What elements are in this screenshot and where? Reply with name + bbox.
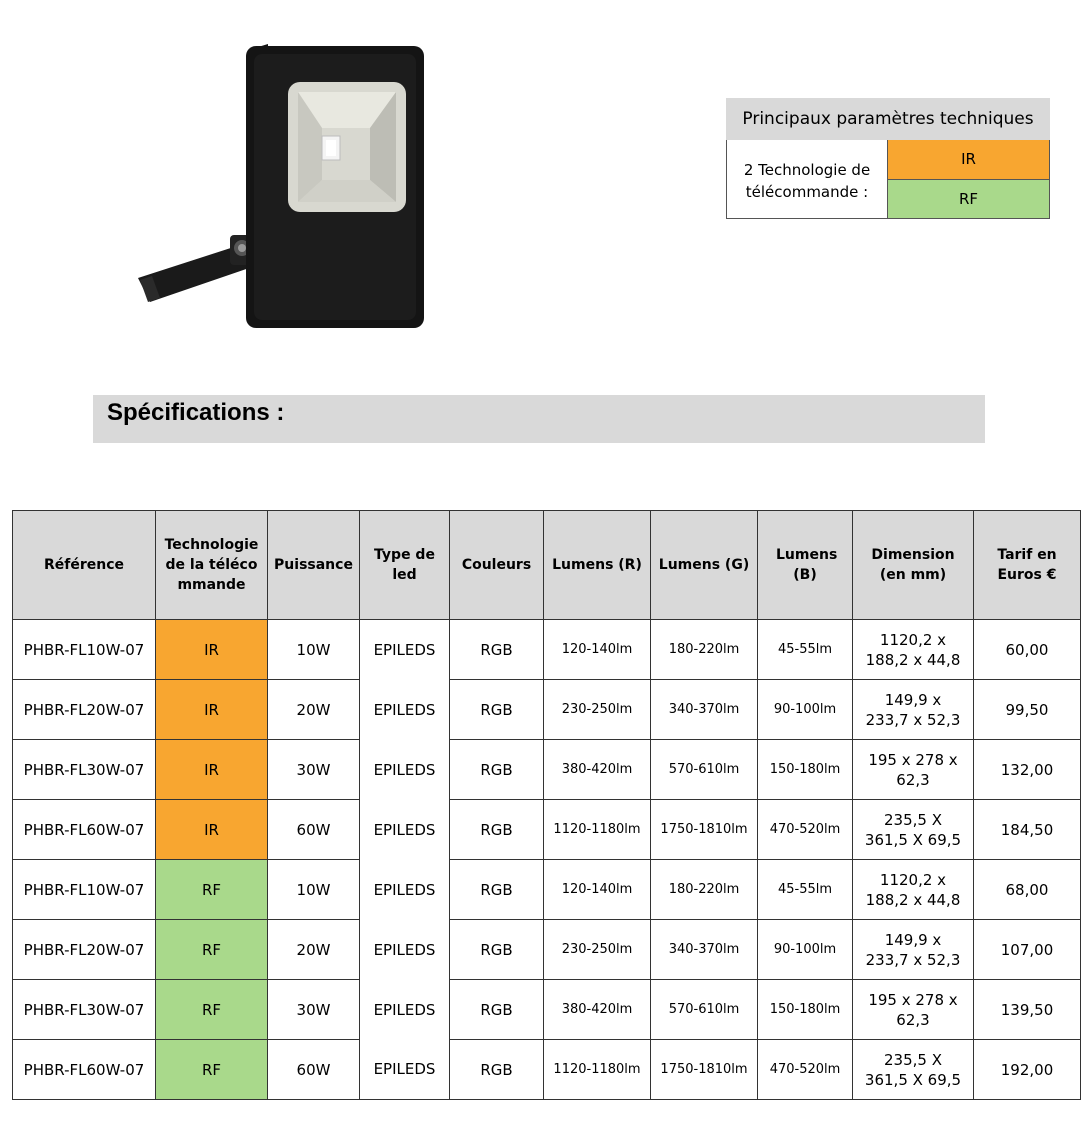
cell-dimension <box>853 800 974 860</box>
header-lumens-g: Lumens (G) <box>651 511 758 620</box>
cell-dimension <box>853 920 974 980</box>
cell-lumens-b: 90-100lm <box>758 680 853 740</box>
floodlight-product-image <box>130 40 440 340</box>
cell-dimension <box>853 740 974 800</box>
cell-lumens-b: 470-520lm <box>758 1040 853 1100</box>
cell-led-type: EPILEDS <box>360 860 450 920</box>
header-reference: Référence <box>13 511 156 620</box>
cell-remote-technology: IR <box>156 740 268 800</box>
table-row <box>13 980 1081 1040</box>
cell-lumens-b: 150-180lm <box>758 740 853 800</box>
cell-remote-technology: IR <box>156 620 268 680</box>
cell-lumens-g: 570-610lm <box>651 980 758 1040</box>
cell-reference: PHBR-FL10W-07 <box>13 860 156 920</box>
dimension-line-1: 149,9 x <box>884 930 942 949</box>
cell-reference: PHBR-FL20W-07 <box>13 920 156 980</box>
cell-led-type: EPILEDS <box>360 620 450 680</box>
cell-price: 184,50 <box>974 800 1081 860</box>
dimension-line-1: 149,9 x <box>884 690 942 709</box>
cell-power: 30W <box>268 980 360 1040</box>
cell-colors: RGB <box>450 620 544 680</box>
cell-lumens-r: 380-420lm <box>544 980 651 1040</box>
cell-remote-technology: IR <box>156 800 268 860</box>
cell-lumens-g: 570-610lm <box>651 740 758 800</box>
cell-lumens-r: 1120-1180lm <box>544 1040 651 1100</box>
option-ir: IR <box>888 140 1049 180</box>
dimension-line-1: 195 x 278 x <box>868 990 958 1009</box>
cell-lumens-b: 45-55lm <box>758 860 853 920</box>
cell-led-type: EPILEDS <box>360 1040 450 1100</box>
header-remote-technology-text: Technologie de la télécommande <box>164 537 259 593</box>
table-row <box>13 800 1081 860</box>
cell-dimension <box>853 860 974 920</box>
cell-lumens-b: 150-180lm <box>758 980 853 1040</box>
cell-led-type: EPILEDS <box>360 740 450 800</box>
cell-lumens-r: 380-420lm <box>544 740 651 800</box>
header-led-type-text: Type de led <box>374 547 435 583</box>
dimension-line-2: 361,5 X 69,5 <box>864 1070 962 1089</box>
header-power: Puissance <box>268 511 360 620</box>
cell-power: 60W <box>268 1040 360 1100</box>
option-rf: RF <box>888 180 1049 219</box>
cell-power: 10W <box>268 620 360 680</box>
cell-lumens-r: 120-140lm <box>544 620 651 680</box>
cell-reference: PHBR-FL30W-07 <box>13 740 156 800</box>
dimension-line-2: 62,3 <box>896 770 930 789</box>
cell-power: 30W <box>268 740 360 800</box>
table-row <box>13 1040 1081 1100</box>
cell-lumens-g: 180-220lm <box>651 860 758 920</box>
header-price <box>974 511 1081 620</box>
cell-power: 10W <box>268 860 360 920</box>
cell-led-type: EPILEDS <box>360 680 450 740</box>
dimension-line-2: 361,5 X 69,5 <box>864 830 962 849</box>
cell-colors: RGB <box>450 920 544 980</box>
table-row <box>13 620 1081 680</box>
table-row <box>13 920 1081 980</box>
cell-remote-technology: RF <box>156 1040 268 1100</box>
dimension-line-2: 188,2 x 44,8 <box>865 890 961 909</box>
dimension-line-1: 1120,2 x <box>879 630 947 649</box>
cell-lumens-r: 230-250lm <box>544 920 651 980</box>
cell-lumens-g: 180-220lm <box>651 620 758 680</box>
remote-technology-options <box>888 140 1049 218</box>
dimension-line-2: 233,7 x 52,3 <box>865 710 961 729</box>
cell-lumens-g: 1750-1810lm <box>651 1040 758 1100</box>
cell-colors: RGB <box>450 980 544 1040</box>
cell-colors: RGB <box>450 800 544 860</box>
cell-price: 192,00 <box>974 1040 1081 1100</box>
cell-power: 20W <box>268 920 360 980</box>
header-lumens-r: Lumens (R) <box>544 511 651 620</box>
cell-lumens-r: 1120-1180lm <box>544 800 651 860</box>
cell-lumens-r: 230-250lm <box>544 680 651 740</box>
cell-lumens-g: 1750-1810lm <box>651 800 758 860</box>
cell-led-type: EPILEDS <box>360 920 450 980</box>
cell-reference: PHBR-FL60W-07 <box>13 1040 156 1100</box>
cell-lumens-g: 340-370lm <box>651 920 758 980</box>
cell-price: 139,50 <box>974 980 1081 1040</box>
cell-remote-technology: RF <box>156 980 268 1040</box>
cell-lumens-b: 45-55lm <box>758 620 853 680</box>
header-led-type <box>360 511 450 620</box>
specifications-title: Spécifications : <box>107 399 285 426</box>
table-body <box>13 620 1081 1100</box>
dimension-line-2: 62,3 <box>896 1010 930 1029</box>
cell-reference: PHBR-FL30W-07 <box>13 980 156 1040</box>
header-dimension-text: Dimension (en mm) <box>871 547 955 583</box>
specifications-banner <box>93 395 985 443</box>
dimension-line-1: 235,5 X <box>884 810 942 829</box>
cell-lumens-g: 340-370lm <box>651 680 758 740</box>
header-lumens-b-text: Lumens (B) <box>776 547 838 583</box>
remote-technology-label-line2: télécommande : <box>745 183 869 201</box>
cell-price: 60,00 <box>974 620 1081 680</box>
cell-remote-technology: RF <box>156 860 268 920</box>
cell-dimension <box>853 680 974 740</box>
header-dimension <box>853 511 974 620</box>
table-row <box>13 860 1081 920</box>
cell-colors: RGB <box>450 1040 544 1100</box>
cell-reference: PHBR-FL60W-07 <box>13 800 156 860</box>
table-row <box>13 680 1081 740</box>
remote-technology-label-line1: 2 Technologie de <box>743 161 871 179</box>
cell-remote-technology: RF <box>156 920 268 980</box>
header-colors: Couleurs <box>450 511 544 620</box>
header-price-text: Tarif en Euros € <box>997 547 1057 583</box>
cell-price: 99,50 <box>974 680 1081 740</box>
cell-led-type: EPILEDS <box>360 800 450 860</box>
cell-colors: RGB <box>450 680 544 740</box>
parameters-title: Principaux paramètres techniques <box>726 98 1050 140</box>
cell-lumens-b: 470-520lm <box>758 800 853 860</box>
header-remote-technology <box>156 511 268 620</box>
cell-lumens-r: 120-140lm <box>544 860 651 920</box>
table-row <box>13 740 1081 800</box>
specifications-table <box>12 510 1081 1100</box>
dimension-line-1: 195 x 278 x <box>868 750 958 769</box>
parameters-body <box>726 140 1050 219</box>
cell-remote-technology: IR <box>156 680 268 740</box>
cell-colors: RGB <box>450 740 544 800</box>
cell-price: 68,00 <box>974 860 1081 920</box>
cell-dimension <box>853 980 974 1040</box>
technical-parameters-box <box>726 98 1050 219</box>
dimension-line-2: 188,2 x 44,8 <box>865 650 961 669</box>
remote-technology-label <box>727 140 888 218</box>
dimension-line-1: 235,5 X <box>884 1050 942 1069</box>
cell-price: 132,00 <box>974 740 1081 800</box>
cell-led-type: EPILEDS <box>360 980 450 1040</box>
cell-dimension <box>853 1040 974 1100</box>
cell-reference: PHBR-FL20W-07 <box>13 680 156 740</box>
cell-lumens-b: 90-100lm <box>758 920 853 980</box>
cell-power: 20W <box>268 680 360 740</box>
cell-reference: PHBR-FL10W-07 <box>13 620 156 680</box>
cell-power: 60W <box>268 800 360 860</box>
table-header-row <box>13 511 1081 620</box>
cell-price: 107,00 <box>974 920 1081 980</box>
cell-dimension <box>853 620 974 680</box>
cell-colors: RGB <box>450 860 544 920</box>
dimension-line-1: 1120,2 x <box>879 870 947 889</box>
header-lumens-b <box>758 511 853 620</box>
dimension-line-2: 233,7 x 52,3 <box>865 950 961 969</box>
